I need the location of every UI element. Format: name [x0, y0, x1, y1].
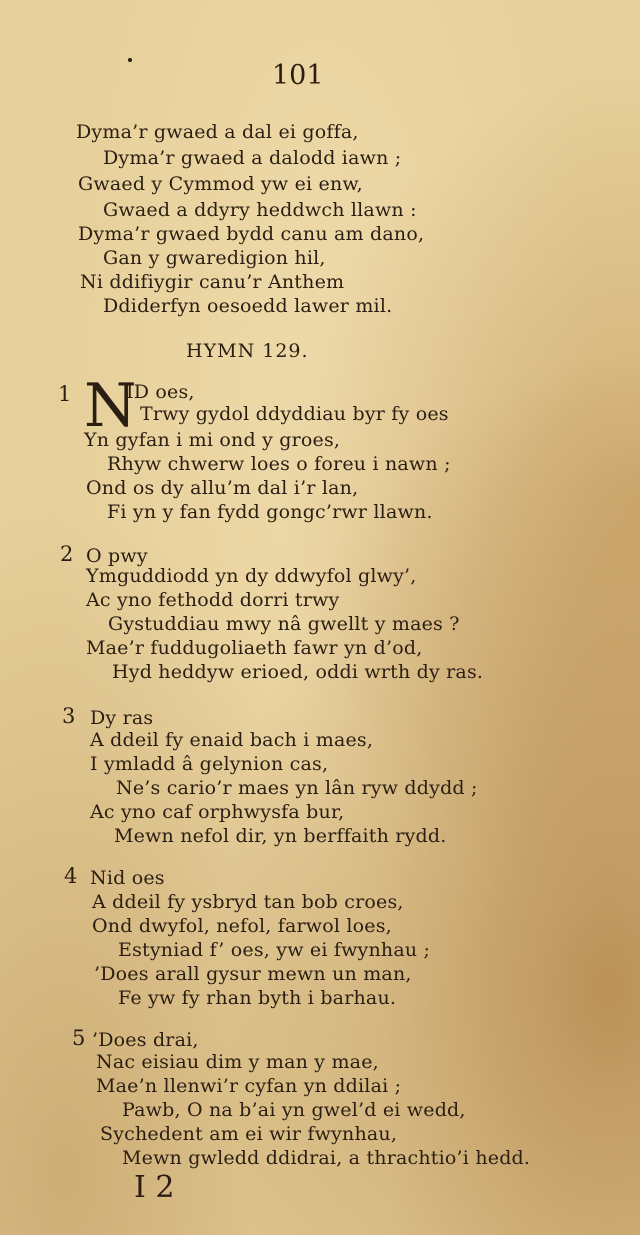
stanza-line: Ni ddifiygir canu’r Anthem	[80, 271, 345, 293]
verse-line: Ac yno fethodd dorri trwy	[86, 589, 340, 611]
verse-line: Yn gyfan i mi ond y groes,	[84, 429, 341, 451]
verse-line: Trwy gydol ddyddiau byr fy oes	[140, 403, 449, 425]
verse-number: 2	[60, 542, 74, 566]
verse-line: Hyd heddyw erioed, oddi wrth dy ras.	[112, 661, 484, 683]
verse-line: Estyniad f’ oes, yw ei fwynhau ;	[118, 939, 431, 961]
stanza-line: Dyma’r gwaed a dal ei goffa,	[76, 121, 359, 143]
verse-line: Dy ras	[90, 707, 154, 729]
verse-line: A ddeil fy enaid bach i maes,	[90, 729, 374, 751]
verse-line: Gystuddiau mwy nâ gwellt y maes ?	[108, 613, 460, 635]
verse-line: ID oes,	[126, 381, 195, 403]
verse-line: Nid oes	[90, 867, 165, 889]
verse-number: 5	[72, 1026, 86, 1050]
verse-line: Ne’s cario’r maes yn lân ryw ddydd ;	[116, 777, 478, 799]
verse-line: ’Does arall gysur mewn un man,	[94, 963, 412, 985]
verse-line: Mewn nefol dir, yn berffaith rydd.	[114, 825, 447, 847]
printer-signature: I 2	[134, 1170, 175, 1205]
verse-number: 4	[64, 864, 78, 888]
verse-line: ’Does drai,	[92, 1029, 199, 1051]
drop-cap: N	[84, 371, 137, 441]
verse-line: Mewn gwledd ddidrai, a thrachtio’i hedd.	[122, 1147, 531, 1169]
stanza-line: Dyma’r gwaed a dalodd iawn ;	[103, 147, 402, 169]
verse-number: 1	[58, 382, 72, 406]
verse-line: Sychedent am ei wir fwynhau,	[100, 1123, 398, 1145]
verse-line: A ddeil fy ysbryd tan bob croes,	[92, 891, 404, 913]
stanza-line: Gwaed y Cymmod yw ei enw,	[78, 173, 363, 195]
verse-line: Rhyw chwerw loes o foreu i nawn ;	[107, 453, 451, 475]
hymn-title: HYMN 129.	[186, 340, 309, 362]
stanza-line: Gan y gwaredigion hil,	[103, 247, 326, 269]
verse-line: Mae’r fuddugoliaeth fawr yn d’od,	[86, 637, 423, 659]
verse-line: Ond os dy allu’m dal i’r lan,	[86, 477, 359, 499]
verse-line: O pwy	[86, 545, 148, 567]
verse-line: Ond dwyfol, nefol, farwol loes,	[92, 915, 392, 937]
verse-line: Pawb, O na b’ai yn gwel’d ei wedd,	[122, 1099, 466, 1121]
verse-line: Fi yn y fan fydd gongc’rwr llawn.	[107, 501, 433, 523]
verse-line: Fe yw fy rhan byth i barhau.	[118, 987, 397, 1009]
ink-dot	[128, 58, 132, 62]
verse-number: 3	[62, 704, 76, 728]
page-number: 101	[272, 60, 324, 91]
stanza-line: Dyma’r gwaed bydd canu am dano,	[78, 223, 425, 245]
verse-line: Nac eisiau dim y man y mae,	[96, 1051, 379, 1073]
verse-line: Mae’n llenwi’r cyfan yn ddilai ;	[96, 1075, 402, 1097]
verse-line: Ac yno caf orphwysfa bur,	[90, 801, 345, 823]
stanza-line: Gwaed a ddyry heddwch llawn :	[103, 199, 417, 221]
verse-line: Ymguddiodd yn dy ddwyfol glwy’,	[86, 565, 417, 587]
stanza-line: Ddiderfyn oesoedd lawer mil.	[103, 295, 393, 317]
verse-line: I ymladd â gelynion cas,	[90, 753, 329, 775]
